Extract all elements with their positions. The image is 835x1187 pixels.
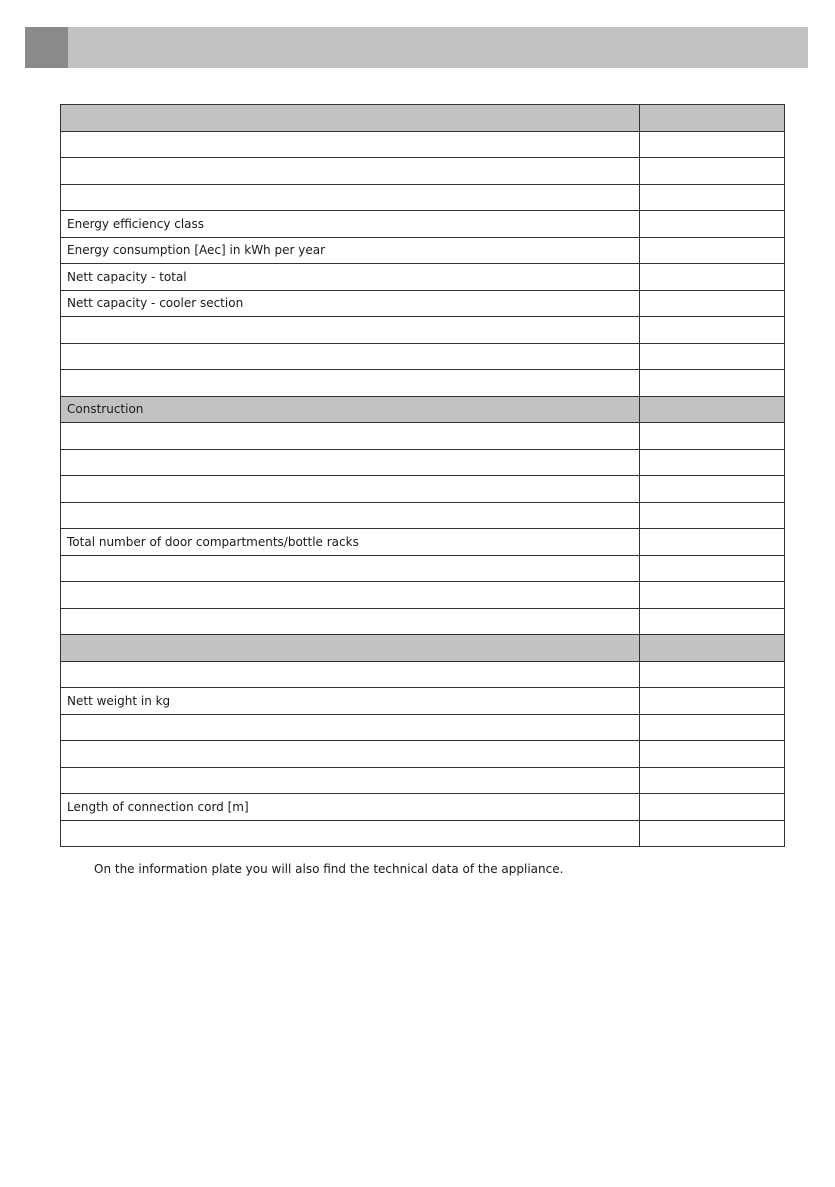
table-row <box>61 131 785 158</box>
row-value <box>640 608 785 635</box>
row-value <box>640 105 785 132</box>
row-label: Energy consumption [Aec] in kWh per year <box>61 237 640 264</box>
row-value <box>640 184 785 211</box>
row-value <box>640 290 785 317</box>
row-label <box>61 608 640 635</box>
row-label: Nett weight in kg <box>61 688 640 715</box>
table-row <box>61 290 785 317</box>
header-tab <box>25 27 68 68</box>
row-label <box>61 317 640 344</box>
row-value <box>640 688 785 715</box>
row-label <box>61 635 640 662</box>
section-header-row <box>61 635 785 662</box>
row-label <box>61 555 640 582</box>
row-value <box>640 131 785 158</box>
row-value <box>640 343 785 370</box>
row-value <box>640 741 785 768</box>
row-label: Nett capacity - cooler section <box>61 290 640 317</box>
row-label <box>61 158 640 185</box>
row-value <box>640 264 785 291</box>
table-row <box>61 820 785 847</box>
table-row <box>61 264 785 291</box>
row-value <box>640 820 785 847</box>
section-header-row <box>61 105 785 132</box>
header-bar <box>25 27 808 68</box>
row-label: Construction <box>61 396 640 423</box>
row-label: Energy efficiency class <box>61 211 640 238</box>
row-label: Total number of door compartments/bottle racks <box>61 529 640 556</box>
table-row <box>61 317 785 344</box>
row-label <box>61 105 640 132</box>
technical-data-body <box>61 105 785 847</box>
table-row <box>61 767 785 794</box>
row-value <box>640 449 785 476</box>
table-row <box>61 184 785 211</box>
section-header-row <box>61 396 785 423</box>
row-label <box>61 502 640 529</box>
row-value <box>640 529 785 556</box>
table-row <box>61 688 785 715</box>
table-row <box>61 158 785 185</box>
table-row <box>61 476 785 503</box>
row-value <box>640 158 785 185</box>
row-value <box>640 237 785 264</box>
row-value <box>640 582 785 609</box>
row-value <box>640 502 785 529</box>
table-row <box>61 741 785 768</box>
table-row <box>61 343 785 370</box>
row-label <box>61 820 640 847</box>
footnote: On the information plate you will also find the technical data of the appliance. <box>94 862 564 876</box>
table-row <box>61 370 785 397</box>
table-row <box>61 502 785 529</box>
row-value <box>640 661 785 688</box>
row-label <box>61 343 640 370</box>
row-label <box>61 370 640 397</box>
table-row <box>61 555 785 582</box>
row-label <box>61 661 640 688</box>
row-label: Length of connection cord [m] <box>61 794 640 821</box>
row-label <box>61 131 640 158</box>
row-value <box>640 555 785 582</box>
row-value <box>640 714 785 741</box>
table-row <box>61 794 785 821</box>
row-label <box>61 449 640 476</box>
row-value <box>640 370 785 397</box>
row-value <box>640 396 785 423</box>
table-row <box>61 237 785 264</box>
table-row <box>61 661 785 688</box>
table-row <box>61 211 785 238</box>
table-row <box>61 582 785 609</box>
row-value <box>640 317 785 344</box>
row-label <box>61 741 640 768</box>
row-label <box>61 476 640 503</box>
row-label <box>61 582 640 609</box>
table-row <box>61 423 785 450</box>
table-row <box>61 714 785 741</box>
row-value <box>640 635 785 662</box>
row-label <box>61 714 640 741</box>
row-label: Nett capacity - total <box>61 264 640 291</box>
table-row <box>61 608 785 635</box>
table-row <box>61 529 785 556</box>
row-value <box>640 767 785 794</box>
row-label <box>61 767 640 794</box>
row-value <box>640 794 785 821</box>
row-value <box>640 211 785 238</box>
technical-data-table <box>60 104 785 847</box>
table-row <box>61 449 785 476</box>
row-label <box>61 184 640 211</box>
row-value <box>640 476 785 503</box>
row-label <box>61 423 640 450</box>
row-value <box>640 423 785 450</box>
